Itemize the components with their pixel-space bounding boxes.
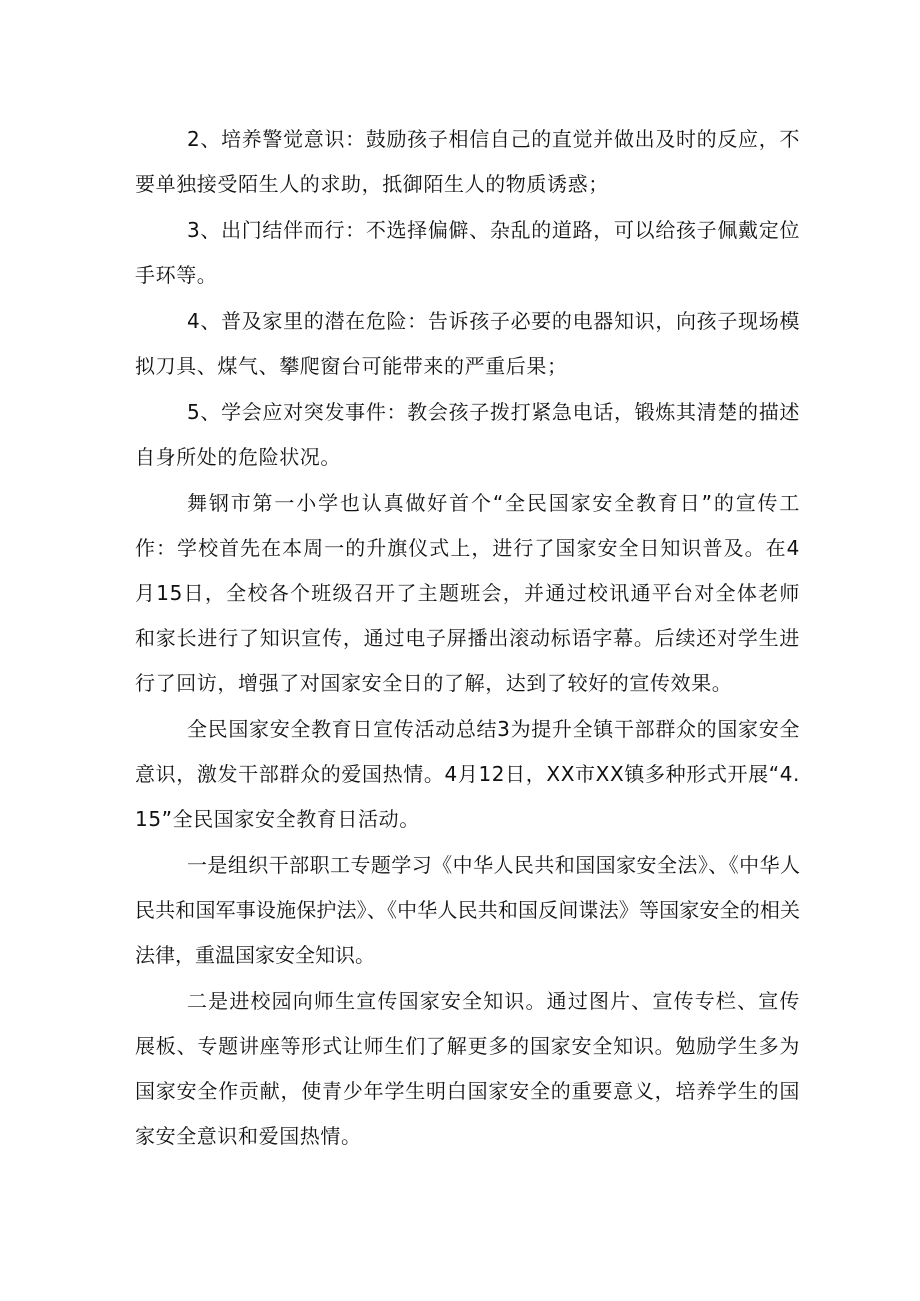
paragraph-study-laws: 一是组织干部职工专题学习《中华人民共和国国家安全法》、《中华人民共和国军事设施保护法》、《中华人民共和国反间谍法》等国家安全的相关法律，重温国家安全知识。	[135, 853, 800, 967]
paragraph-summary-3-intro: 全民国家安全教育日宣传活动总结3为提升全镇干部群众的国家安全意识，激发干部群众的爱国热情。4月12日，XX市XX镇多种形式开展“4.15”全民国家安全教育日活动。	[135, 717, 800, 831]
paragraph-campus-promotion: 二是进校园向师生宣传国家安全知识。通过图片、宣传专栏、宣传展板、专题讲座等形式让师生们了解更多的国家安全知识。勉励学生多为国家安全作贡献，使青少年学生明白国家安全的重要意义，培养学生的国家安全意识和爱国热情。	[135, 989, 800, 1148]
document-body	[135, 117, 800, 1160]
paragraph-tip-2: 2、培养警觉意识：鼓励孩子相信自己的直觉并做出及时的反应，不要单独接受陌生人的求助，抵御陌生人的物质诱惑；	[135, 127, 800, 196]
paragraph-tip-5: 5、学会应对突发事件：教会孩子拨打紧急电话，锻炼其清楚的描述自身所处的危险状况。	[135, 400, 800, 469]
paragraph-tip-4: 4、普及家里的潜在危险：告诉孩子必要的电器知识，向孩子现场模拟刀具、煤气、攀爬窗台可能带来的严重后果；	[135, 309, 800, 378]
paragraph-school-activity: 舞钢市第一小学也认真做好首个“全民国家安全教育日”的宣传工作：学校首先在本周一的升旗仪式上，进行了国家安全日知识普及。在4月15日，全校各个班级召开了主题班会，并通过校讯通平台对全体老师和家长进行了知识宣传，通过电子屏播出滚动标语字幕。后续还对学生进行了回访，增强了对国家安全日的了解，达到了较好的宣传效果。	[135, 491, 800, 695]
paragraph-tip-3: 3、出门结伴而行：不选择偏僻、杂乱的道路，可以给孩子佩戴定位手环等。	[135, 218, 800, 287]
